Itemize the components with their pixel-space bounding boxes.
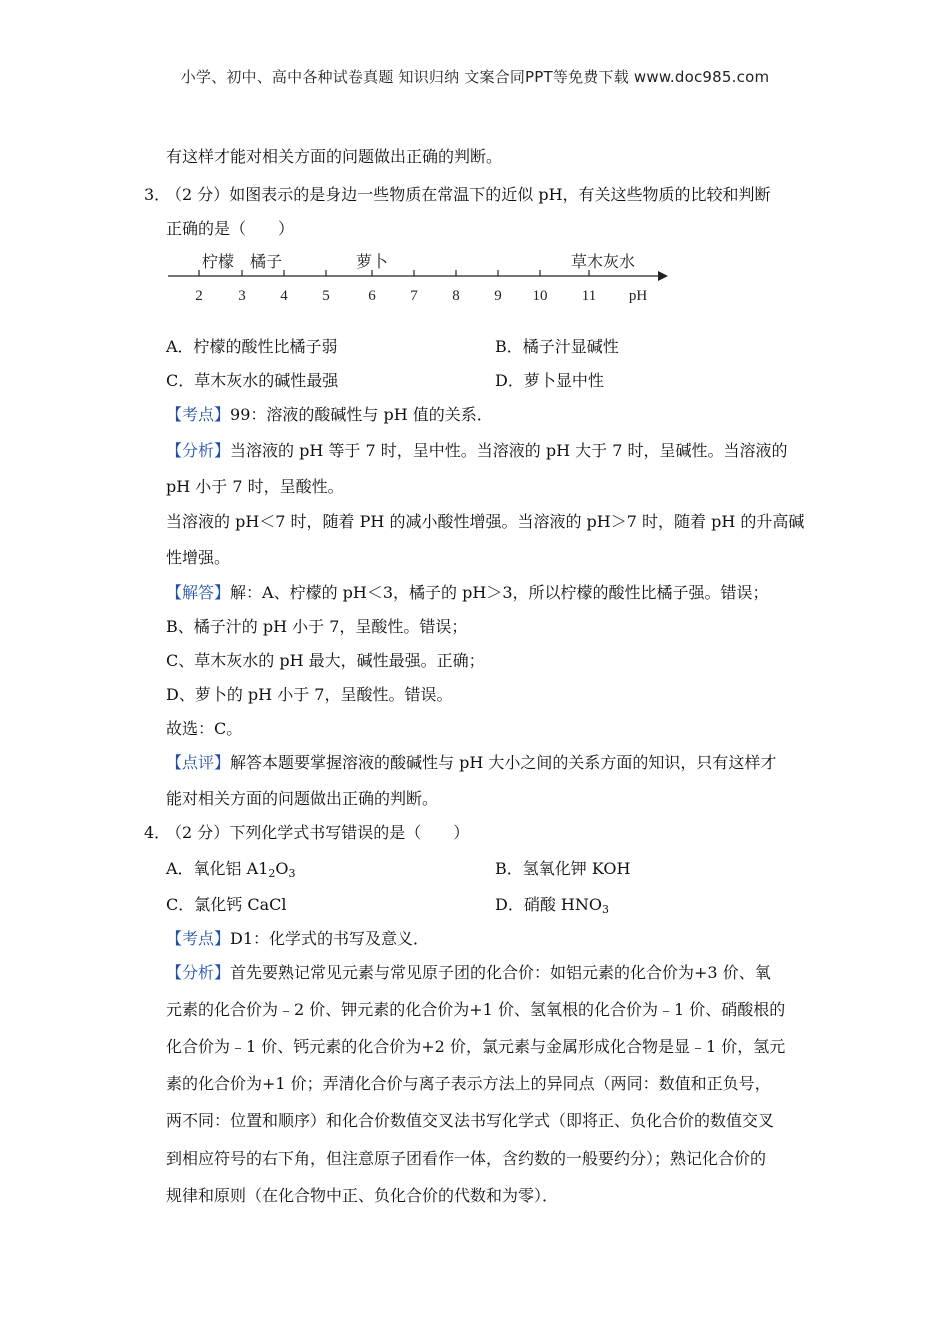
tick-label-8: 8 <box>452 288 460 304</box>
q3-kaodian-text: 99：溶液的酸碱性与 pH 值的关系． <box>230 405 493 424</box>
page-header: 小学、初中、高中各种试卷真题 知识归纳 文案合同PPT等免费下载 www.doc985.com <box>180 68 770 86</box>
q4-fenxi-text1: 首先要熟记常见元素与常见原子团的化合价：如铝元素的化合价为+3 价、氧 <box>230 963 771 982</box>
q4-fenxi-tag: 【分析】 <box>166 963 231 982</box>
tick-label-6: 6 <box>368 288 376 304</box>
tick-label-11: 11 <box>581 288 597 304</box>
q4-kaodian-tag: 【考点】 <box>166 929 231 948</box>
q4-fenxi-line1 <box>166 962 771 984</box>
q3-jieda-line4: D、萝卜的 pH 小于 7，呈酸性。错误。 <box>166 685 453 704</box>
q3-jieda-line3: C、草木灰水的 pH 最大，碱性最强。正确； <box>166 651 485 670</box>
intro-line: 有这样才能对相关方面的问题做出正确的判断。 <box>166 147 503 166</box>
q3-jieda-line2: B、橘子汁的 pH 小于 7，呈酸性。错误； <box>166 617 468 636</box>
label-orange: 橘子 <box>250 254 283 271</box>
q3-jieda-line1 <box>166 582 769 604</box>
q3-stem-line2: 正确的是（ ） <box>166 219 295 238</box>
ph-axis-arrow <box>658 271 668 281</box>
q4-option-a-sub1: 2 <box>268 867 276 880</box>
q4-option-a-label: A．氧化铝 A1 <box>166 859 269 878</box>
q4-option-b: B．氢氧化钾 KOH <box>495 859 631 878</box>
q3-fenxi-line4: 性增强。 <box>166 548 231 567</box>
tick-label-3: 3 <box>238 288 246 304</box>
q4-kaodian-text: D1：化学式的书写及意义． <box>230 929 430 948</box>
q3-jieda-text1: 解：A、柠檬的 pH＜3，橘子的 pH＞3，所以柠檬的酸性比橘子强。错误； <box>230 583 769 602</box>
tick-label-2: 2 <box>195 288 203 304</box>
tick-label-4: 4 <box>280 288 288 304</box>
label-ash-water: 草木灰水 <box>571 254 636 271</box>
q4-option-a-sub2: 3 <box>288 867 296 880</box>
q4-option-a-mid: O <box>275 859 289 878</box>
q4-stem: （2 分）下列化学式书写错误的是（ ） <box>166 823 470 842</box>
q3-option-b: B．橘子汁显碱性 <box>495 337 619 356</box>
q3-fenxi-line3: 当溶液的 pH＜7 时，随着 PH 的减小酸性增强。当溶液的 pH＞7 时，随着 pH 的升高碱 <box>166 512 805 531</box>
q4-fenxi-line3: 化合价为﹣1 价、钙元素的化合价为+2 价，氯元素与金属形成化合物是显﹣1 价，氢元 <box>166 1037 786 1056</box>
label-lemon: 柠檬 <box>202 254 235 271</box>
q4-fenxi-line6: 到相应符号的右下角，但注意原子团看作一体，含约数的一般要约分）；熟记化合价的 <box>166 1149 767 1168</box>
q4-option-d-label: D．硝酸 HNO <box>495 895 602 914</box>
q4-option-d <box>495 894 609 916</box>
q4-option-a <box>166 858 296 880</box>
ph-scale-svg <box>166 250 676 310</box>
q3-option-d: D．萝卜显中性 <box>495 371 604 390</box>
q4-number: 4． <box>144 823 171 842</box>
tick-label-7: 7 <box>410 288 418 304</box>
label-radish: 萝卜 <box>356 254 389 271</box>
ph-scale-figure <box>166 250 676 310</box>
q3-fenxi-line1 <box>166 440 787 462</box>
tick-label-5: 5 <box>322 288 330 304</box>
tick-label-9: 9 <box>494 288 502 304</box>
q3-fenxi-text1: 当溶液的 pH 等于 7 时，呈中性。当溶液的 pH 大于 7 时，呈碱性。当溶液的 <box>230 441 788 460</box>
q3-fenxi-tag: 【分析】 <box>166 441 231 460</box>
q3-kaodian-tag: 【考点】 <box>166 405 231 424</box>
q4-kaodian <box>166 928 429 950</box>
q3-dianping-text1: 解答本题要掌握溶液的酸碱性与 pH 大小之间的关系方面的知识，只有这样才 <box>230 753 777 772</box>
q4-option-d-sub: 3 <box>602 903 609 916</box>
q3-dianping-line1 <box>166 752 776 774</box>
q3-jieda-line5: 故选：C。 <box>166 719 243 738</box>
q4-fenxi-line5: 两不同：位置和顺序）和化合价数值交叉法书写化学式（即将正、负化合价的数值交叉 <box>166 1111 775 1130</box>
q4-fenxi-line2: 元素的化合价为﹣2 价、钾元素的化合价为+1 价、氢氧根的化合价为﹣1 价、硝酸根的 <box>166 1000 786 1019</box>
q4-fenxi-line7: 规律和原则（在化合物中正、负化合价的代数和为零）． <box>166 1186 559 1205</box>
q3-jieda-tag: 【解答】 <box>166 583 231 602</box>
q3-stem-line1: （2 分）如图表示的是身边一些物质在常温下的近似 pH，有关这些物质的比较和判断 <box>166 185 771 204</box>
q3-fenxi-line2: pH 小于 7 时，呈酸性。 <box>166 477 344 496</box>
q3-option-a: A．柠檬的酸性比橘子弱 <box>166 337 338 356</box>
q3-kaodian <box>166 404 493 426</box>
q3-dianping-line2: 能对相关方面的问题做出正确的判断。 <box>166 789 439 808</box>
q4-fenxi-line4: 素的化合价为+1 价；弄清化合价与离子表示方法上的异同点（两同：数值和正负号， <box>166 1074 771 1093</box>
q3-option-c: C．草木灰水的碱性最强 <box>166 371 339 390</box>
axis-label-ph: pH <box>628 288 648 304</box>
q4-option-c: C．氯化钙 CaCl <box>166 895 287 914</box>
q3-dianping-tag: 【点评】 <box>166 753 231 772</box>
q3-number: 3． <box>144 185 171 204</box>
tick-label-10: 10 <box>532 288 548 304</box>
